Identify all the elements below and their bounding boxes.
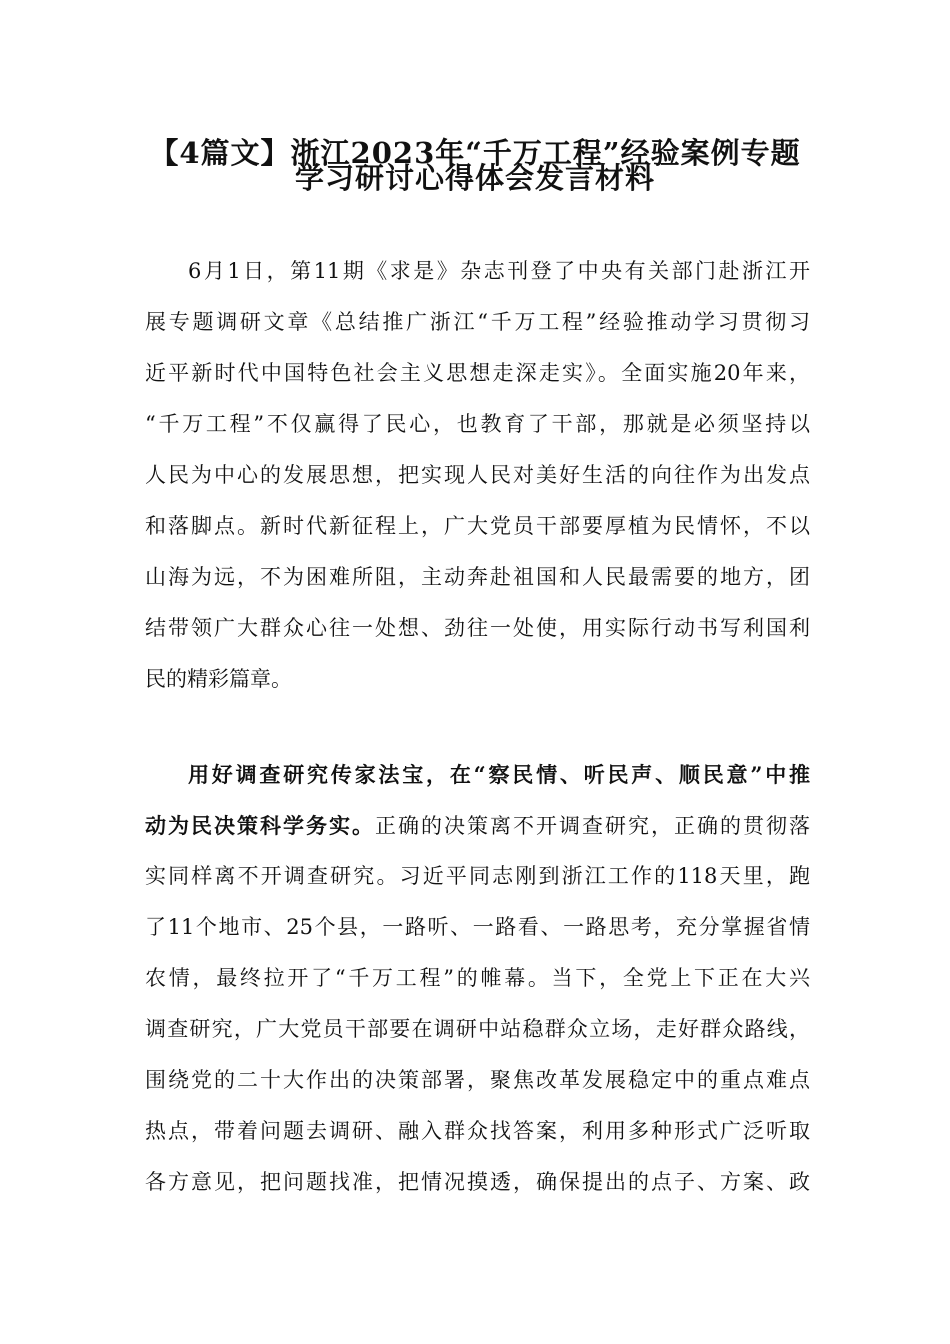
paragraph-line: “千万工程”不仅赢得了民心，也教育了干部，那就是必须坚持以: [145, 412, 810, 436]
paragraph-line: 了11个地市、25个县，一路听、一路看、一路思考，充分掌握省情: [145, 915, 810, 939]
paragraph-line: 山海为远，不为困难所阻，主动奔赴祖国和人民最需要的地方，团: [145, 565, 810, 589]
paragraph-line: 各方意见，把问题找准，把情况摸透，确保提出的点子、方案、政: [145, 1170, 810, 1194]
paragraph-line: 6月1日，第11期《求是》杂志刊登了中央有关部门赴浙江开: [188, 259, 810, 283]
paragraph-2: [145, 749, 810, 1208]
paragraph-line: 近平新时代中国特色社会主义思想走深走实》。全面实施20年来，: [145, 361, 810, 385]
paragraph-line: 结带领广大群众心往一处想、劲往一处使，用实际行动书写利国利: [145, 616, 810, 640]
paragraph-1: [145, 246, 810, 705]
document-title-line-1: 【4篇文】浙江2023年“千万工程”经验案例专题: [149, 136, 801, 170]
paragraph-line: 民的精彩篇章。: [145, 667, 292, 691]
paragraph-line: 展专题调研文章《总结推广浙江“千万工程”经验推动学习贯彻习: [145, 310, 810, 334]
paragraph-line: 人民为中心的发展思想，把实现人民对美好生活的向往作为出发点: [145, 463, 810, 487]
paragraph-heading-line: 用好调查研究传家法宝，在“察民情、听民声、顺民意”中推: [188, 762, 810, 787]
paragraph-line: 实同样离不开调查研究。习近平同志刚到浙江工作的118天里，跑: [145, 864, 810, 888]
paragraph-line-mixed: [145, 800, 810, 851]
paragraph-line: 农情，最终拉开了“千万工程”的帷幕。当下，全党上下正在大兴: [145, 966, 810, 990]
paragraph-line: 热点，带着问题去调研、融入群众找答案，利用多种形式广泛听取: [145, 1119, 810, 1143]
document-title-line-2: 学习研讨心得体会发言材料: [294, 161, 655, 195]
paragraph-line: 围绕党的二十大作出的决策部署，聚焦改革发展稳定中的重点难点: [145, 1068, 810, 1092]
paragraph-text: 正确的决策离不开调查研究，正确的贯彻落: [375, 814, 810, 838]
paragraph-line: 和落脚点。新时代新征程上，广大党员干部要厚植为民情怀，不以: [145, 514, 810, 538]
paragraph-line: 调查研究，广大党员干部要在调研中站稳群众立场，走好群众路线，: [145, 1017, 810, 1041]
paragraph-heading-tail: 动为民决策科学务实。: [145, 813, 375, 838]
